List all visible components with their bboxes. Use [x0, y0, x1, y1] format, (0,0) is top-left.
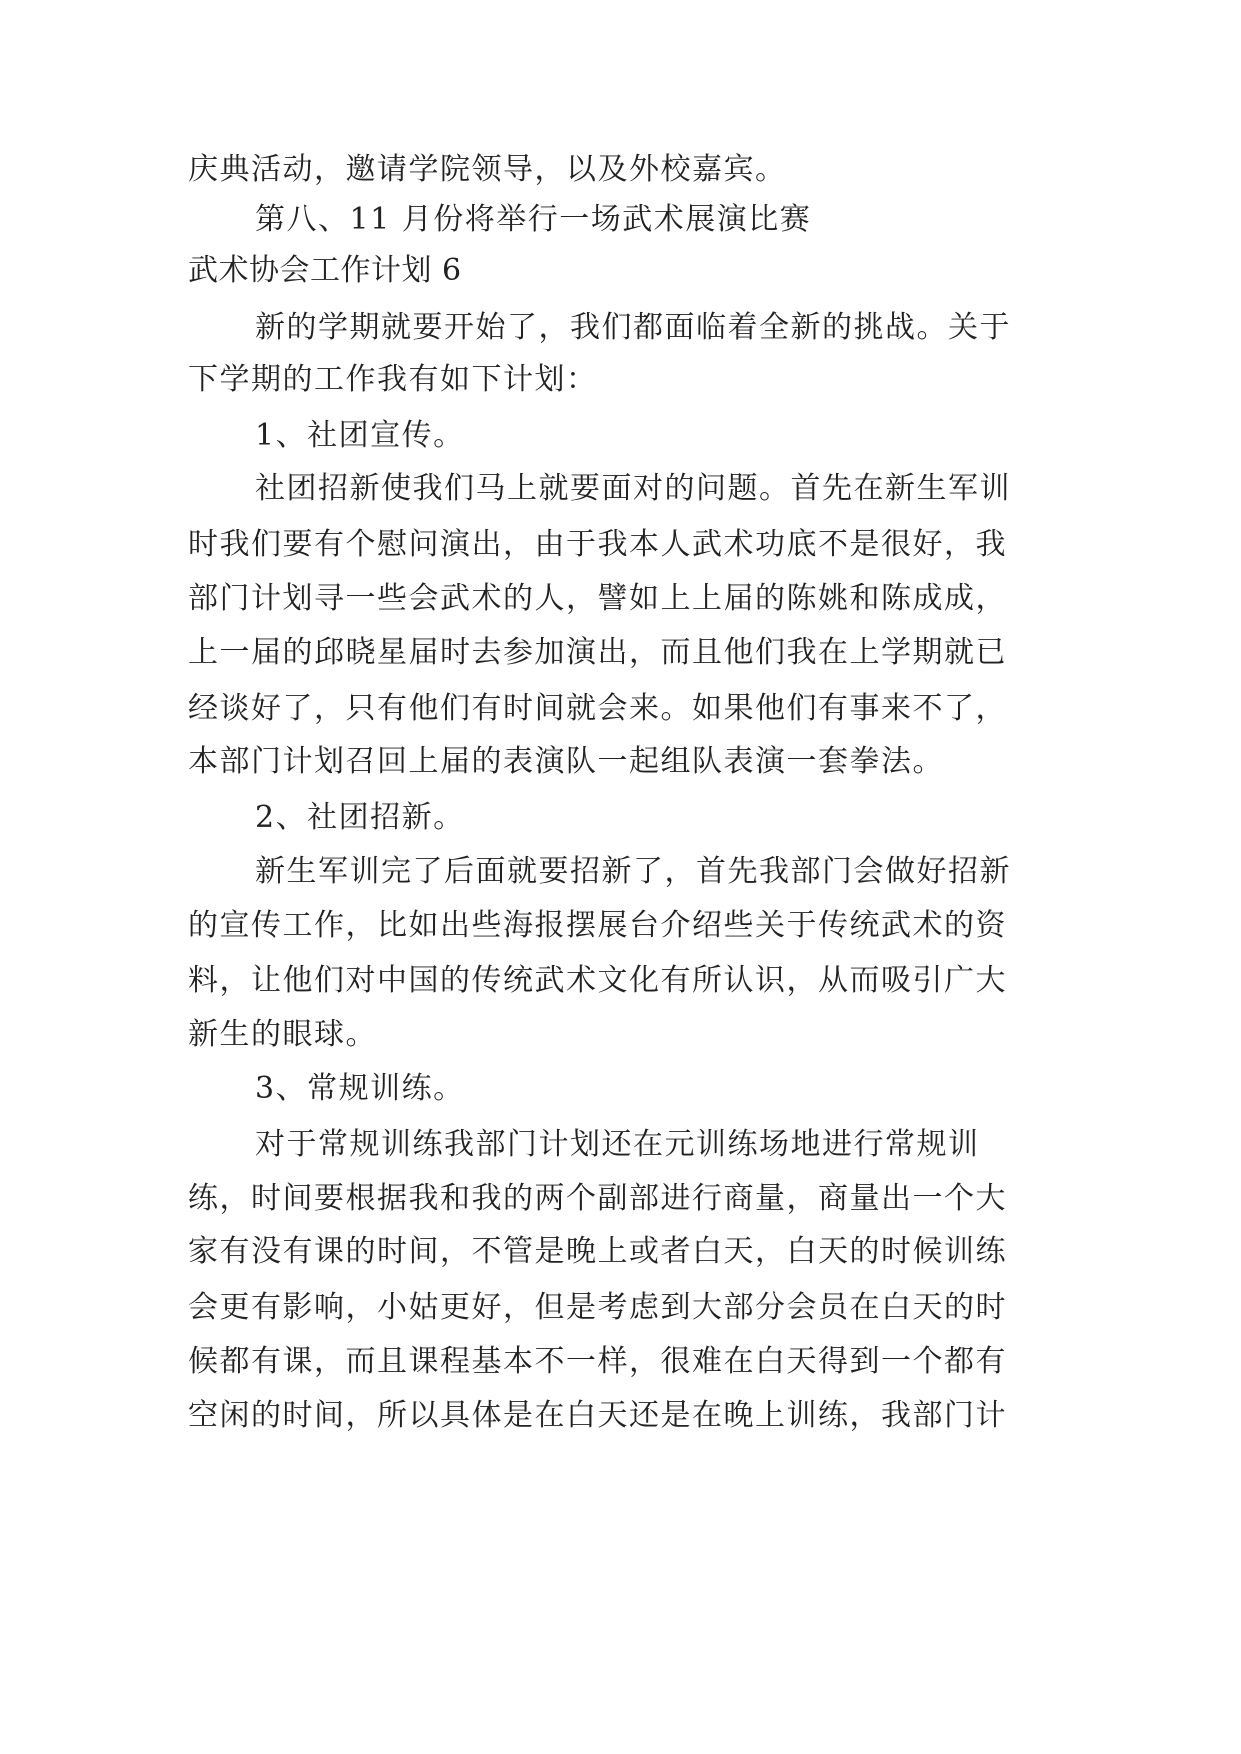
text-line: 下学期的工作我有如下计划：: [188, 362, 598, 397]
text-line: 练，时间要根据我和我的两个副部进行商量，商量出一个大: [188, 1181, 1007, 1216]
list-item-heading: 3、常规训练。: [255, 1071, 465, 1106]
text-line: 对于常规训练我部门计划还在元训练场地进行常规训: [255, 1127, 980, 1162]
text-line: 新生军训完了后面就要招新了，首先我部门会做好招新: [255, 854, 1011, 889]
text-line: 料，让他们对中国的传统武术文化有所认识，从而吸引广大: [188, 963, 1007, 998]
text-line: 社团招新使我们马上就要面对的问题。首先在新生军训: [255, 471, 1011, 506]
text-line: 会更有影响，小姑更好，但是考虑到大部分会员在白天的时: [188, 1290, 1007, 1325]
text-line: 新生的眼球。: [188, 1017, 377, 1052]
text-line: 上一届的邱晓星届时去参加演出，而且他们我在上学期就已: [188, 635, 1007, 670]
text-line: 空闲的时间，所以具体是在白天还是在晚上训练，我部门计: [188, 1398, 1007, 1433]
text-line: 经谈好了，只有他们有时间就会来。如果他们有事来不了，: [188, 691, 1007, 726]
section-heading: 武术协会工作计划 6: [188, 253, 462, 288]
text-line: 时我们要有个慰问演出，由于我本人武术功底不是很好，我: [188, 527, 1007, 562]
text-line: 部门计划寻一些会武术的人，譬如上上届的陈姚和陈成成，: [188, 581, 1007, 616]
text-line: 新的学期就要开始了，我们都面临着全新的挑战。关于: [255, 310, 1011, 345]
text-line: 第八、11 月份将举行一场武术展演比赛: [255, 202, 812, 237]
text-line: 庆典活动，邀请学院领导，以及外校嘉宾。: [188, 152, 787, 187]
text-line: 的宣传工作，比如出些海报摆展台介绍些关于传统武术的资: [188, 908, 1007, 943]
text-line: 家有没有课的时间，不管是晚上或者白天，白天的时候训练: [188, 1234, 1007, 1269]
text-line: 候都有课，而且课程基本不一样，很难在白天得到一个都有: [188, 1344, 1007, 1379]
text-line: 本部门计划召回上届的表演队一起组队表演一套拳法。: [188, 744, 944, 779]
list-item-heading: 2、社团招新。: [255, 800, 465, 835]
list-item-heading: 1、社团宣传。: [255, 418, 465, 453]
